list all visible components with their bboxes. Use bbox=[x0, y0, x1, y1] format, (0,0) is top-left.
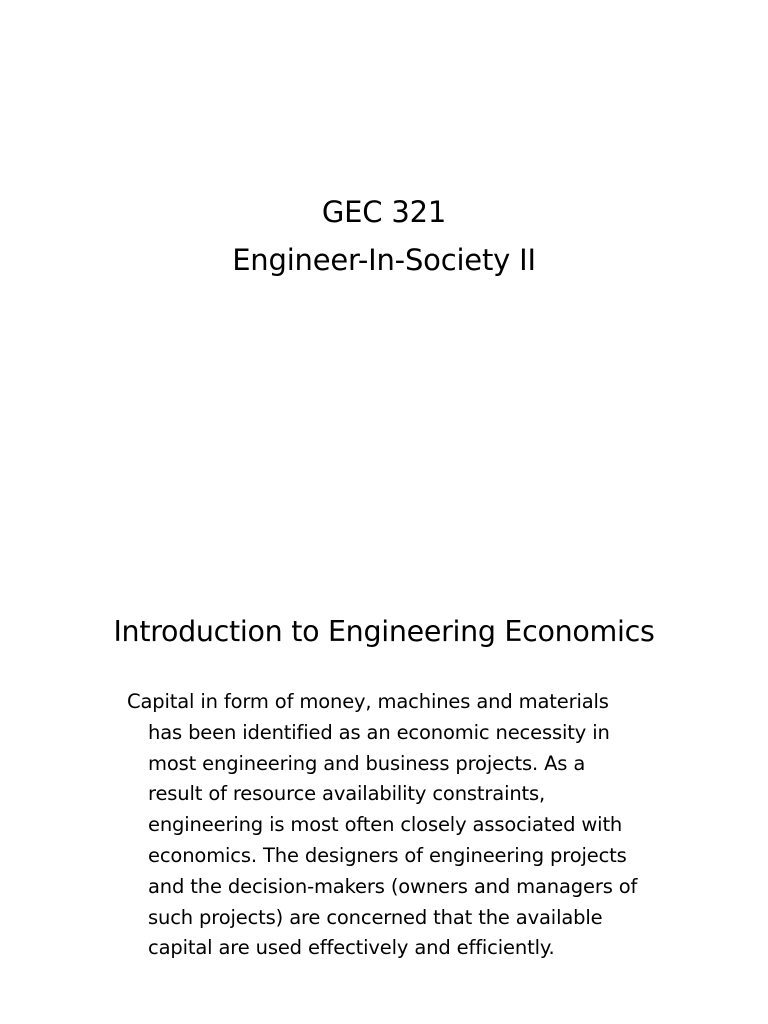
paragraph-line: Capital in form of money, machines and materials bbox=[127, 690, 609, 713]
body-paragraph bbox=[127, 687, 717, 964]
paragraph-line: and the decision-makers (owners and managers of bbox=[148, 874, 638, 898]
section-heading: Introduction to Engineering Economics bbox=[113, 615, 655, 648]
course-code: GEC 321 bbox=[321, 195, 447, 229]
paragraph-line: capital are used effectively and efficiently. bbox=[148, 936, 555, 960]
course-title: Engineer-In-Society II bbox=[232, 243, 536, 277]
paragraph-line: most engineering and business projects. As a bbox=[148, 751, 586, 775]
paragraph-line: engineering is most often closely associated with bbox=[148, 813, 623, 837]
content-slide bbox=[0, 512, 768, 1024]
paragraph-line: such projects) are concerned that the available bbox=[148, 905, 603, 929]
paragraph-line: economics. The designers of engineering projects bbox=[148, 843, 627, 867]
paragraph-line: has been identified as an economic necessity in bbox=[148, 720, 610, 744]
title-block bbox=[0, 188, 768, 284]
paragraph-line: result of resource availability constraints, bbox=[148, 782, 546, 806]
